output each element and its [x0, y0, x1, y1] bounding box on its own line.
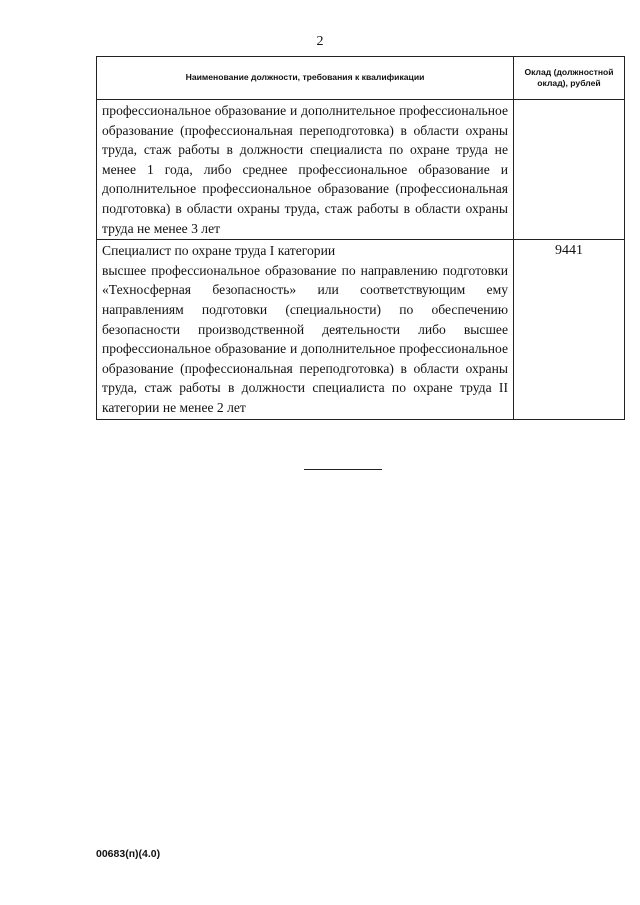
table-header-row	[97, 57, 625, 100]
table-row	[97, 100, 625, 240]
column-header-position: Наименование должности, требования к квалификации	[97, 57, 514, 100]
end-of-section-rule	[304, 469, 382, 470]
position-cell	[97, 240, 514, 419]
position-title: Специалист по охране труда I категории	[102, 243, 336, 259]
salary-cell	[514, 240, 625, 419]
salary-value: 9441	[555, 243, 583, 259]
table-row	[97, 240, 625, 419]
qualification-table	[96, 56, 625, 420]
column-header-salary: Оклад (должностной оклад), рублей	[514, 57, 625, 100]
qualification-text: высшее профессиональное образование по направлению подготовки «Техносферная безопасность» или соответствующим ему направлениям подготовки (специальности) по обеспечению безопасности производственной деятельности либо высшее профессиональное образование и дополнительное профессиональное образование (профессиональная переподготовка) в области охраны труда, стаж работы в должности специалиста по охране труда II категории не менее 2 лет	[102, 262, 508, 415]
salary-cell	[514, 100, 625, 240]
qualification-text: профессиональное образование и дополнительное профессиональное образование (профессиональная переподготовка) в области охраны труда, стаж работы в должности специалиста по охране труда не менее 1 года, либо среднее профессиональное образование и дополнительное профессиональное образование (профессиональная подготовка) в области охраны труда, стаж работы в области охраны труда не менее 3 лет	[102, 103, 508, 236]
salary-value	[514, 100, 624, 101]
position-cell	[97, 100, 514, 240]
page-number: 2	[316, 34, 324, 49]
document-code: 00683(п)(4.0)	[96, 848, 161, 860]
